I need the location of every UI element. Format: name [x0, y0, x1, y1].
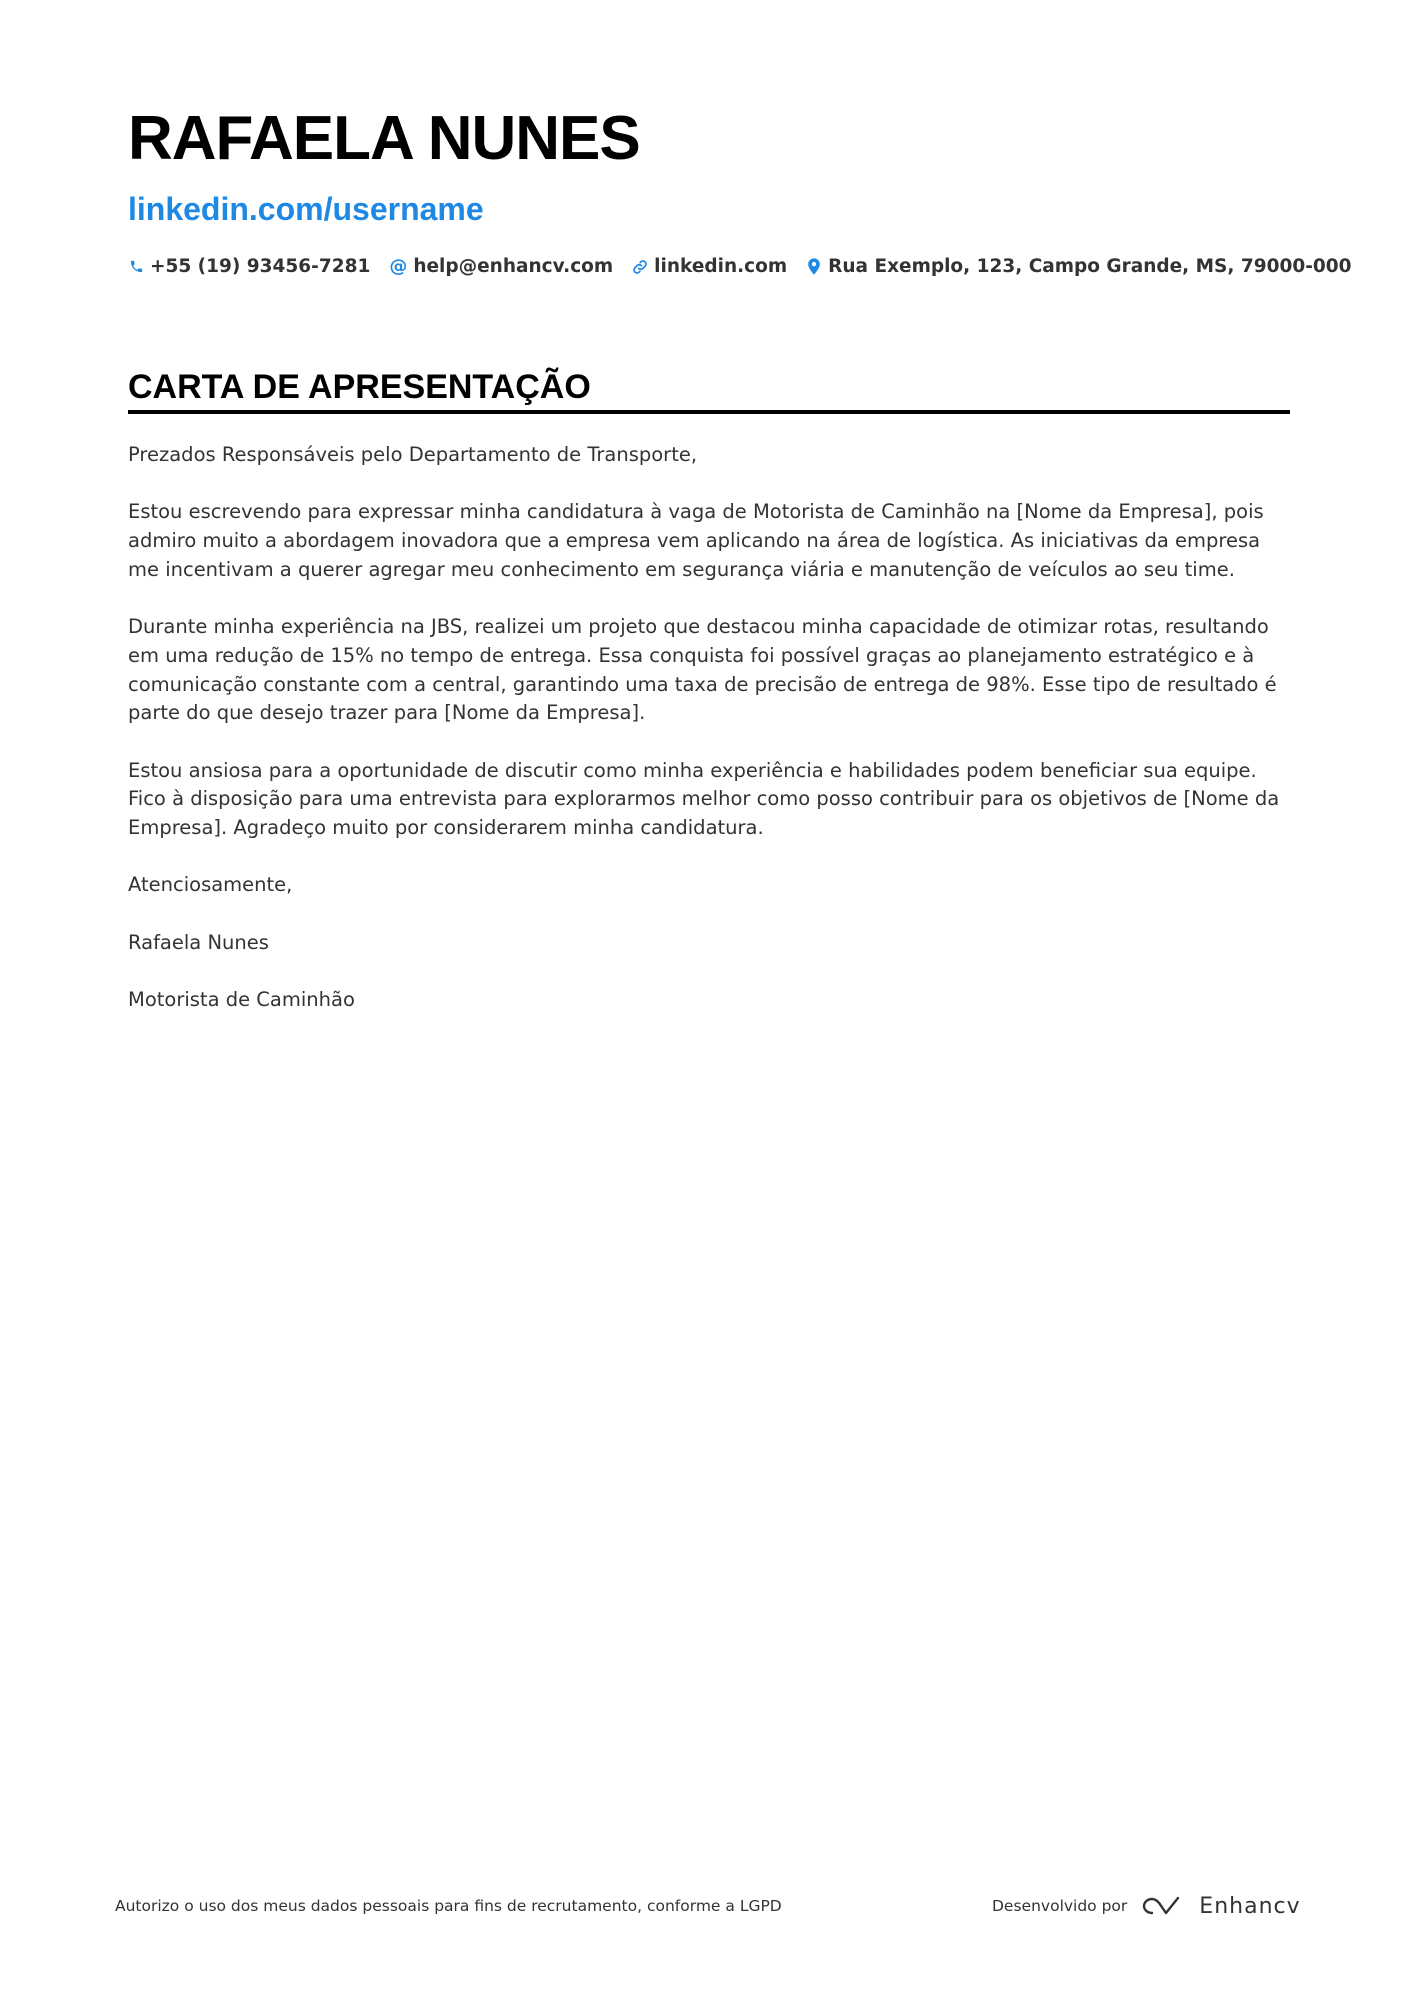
phone-icon — [128, 258, 144, 276]
signature-name: Rafaela Nunes — [128, 930, 269, 954]
contact-bar — [128, 256, 1371, 277]
contact-address — [806, 256, 1351, 277]
contact-email-text: help@enhancv.com — [413, 256, 614, 277]
powered-by-label: Desenvolvido por — [992, 1897, 1128, 1915]
powered-by[interactable] — [992, 1893, 1301, 1919]
contact-email[interactable] — [389, 256, 613, 277]
brand-name: Enhancv — [1199, 1893, 1301, 1919]
headline-link[interactable]: linkedin.com/username — [128, 191, 484, 227]
contact-phone-text: +55 (19) 93456-7281 — [150, 256, 371, 277]
signature-title: Motorista de Caminhão — [128, 988, 355, 1012]
consent-note: Autorizo o uso dos meus dados pessoais para fins de recrutamento, conforme a LGPD — [115, 1897, 782, 1915]
contact-linkedin-text: linkedin.com — [654, 256, 788, 277]
section-divider — [128, 410, 1290, 414]
contact-address-text: Rua Exemplo, 123, Campo Grande, MS, 79000-000 — [828, 256, 1352, 277]
candidate-name: RAFAELA NUNES — [128, 104, 640, 173]
letter-closing: Atenciosamente, — [128, 873, 293, 897]
at-icon: @ — [389, 256, 408, 277]
location-icon — [806, 258, 822, 276]
contact-linkedin[interactable] — [632, 256, 787, 277]
letter-paragraph: Estou ansiosa para a oportunidade de discutir como minha experiência e habilidades podem beneficiar sua equipe. Fico à disposição para uma entrevista para explorarmos melhor como posso contribuir para os objetivos de [Nome da Empresa]. Agradeço muito por considerarem minha candidatura. — [128, 758, 1280, 840]
section-title: CARTA DE APRESENTAÇÃO — [128, 368, 591, 406]
letter-paragraph: Durante minha experiência na JBS, realizei um projeto que destacou minha capacidade de otimizar rotas, resultando em uma redução de 15% no tempo de entrega. Essa conquista foi possível graças ao planejamento estratégico e à comunicação constante com a central, garantindo uma taxa de precisão de entrega de 98%. Esse tipo de resultado é parte do que desejo trazer para [Nome da Empresa]. — [128, 615, 1277, 725]
link-icon — [632, 258, 648, 276]
enhancv-logo-icon — [1139, 1893, 1187, 1919]
contact-phone[interactable] — [128, 256, 370, 277]
letter-body — [128, 441, 1290, 1044]
letter-greeting: Prezados Responsáveis pelo Departamento de Transporte, — [128, 443, 698, 466]
letter-paragraph: Estou escrevendo para expressar minha candidatura à vaga de Motorista de Caminhão na [Nome da Empresa], pois admiro muito a abordagem inovadora que a empresa vem aplicando na área de logística. As iniciativas da empresa me incentivam a querer agregar meu conhecimento em segurança viária e manutenção de veículos ao seu time. — [128, 500, 1264, 581]
